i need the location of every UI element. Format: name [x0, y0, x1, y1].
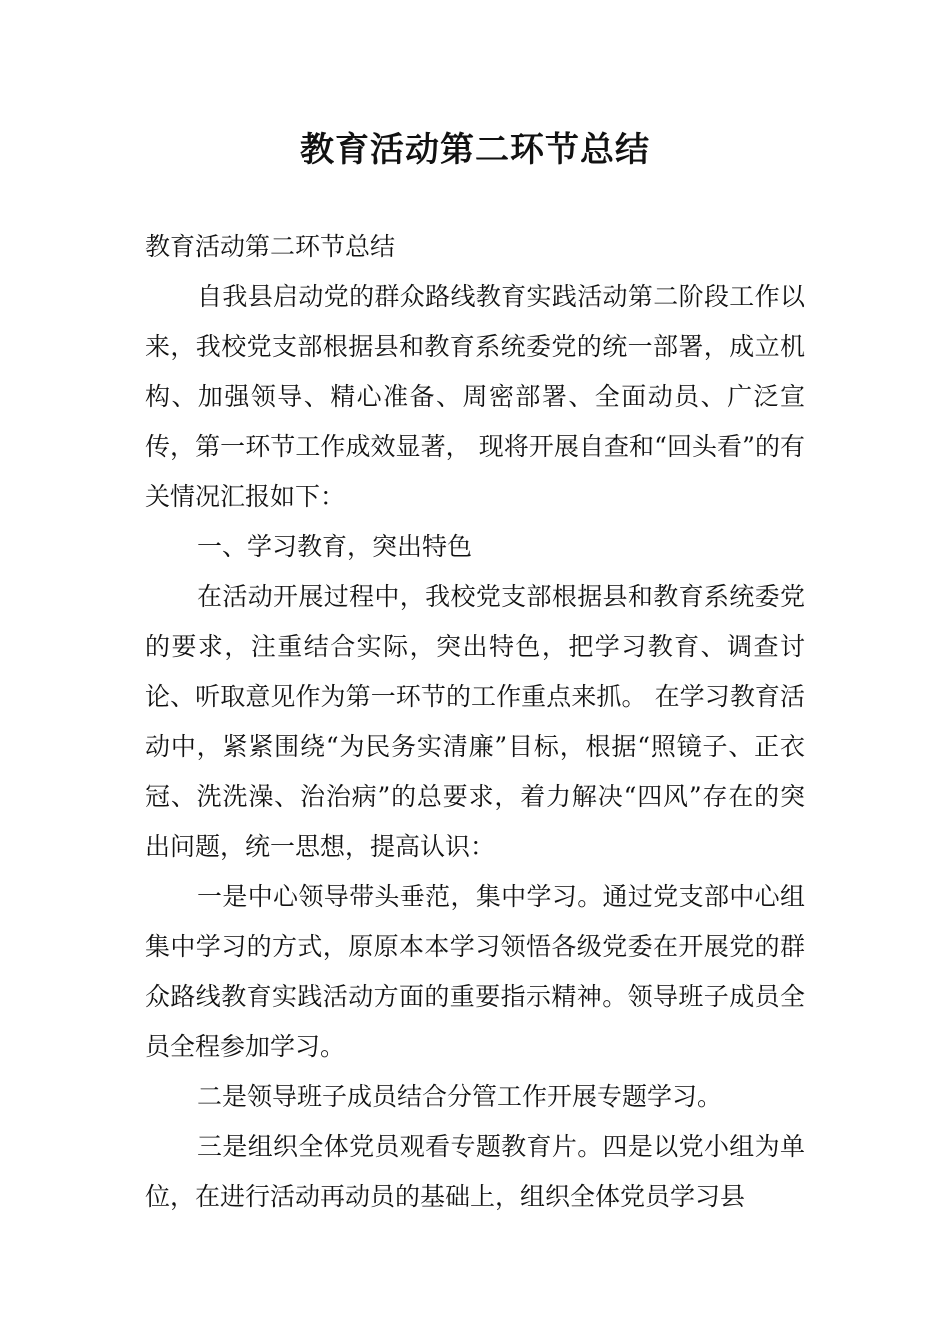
section-heading: 一、学习教育，突出特色: [197, 532, 473, 561]
body-paragraph: 在活动开展过程中，我校党支部根据县和教育系统委党的要求，注重结合实际，突出特色，把学习教育、调查讨论、听取意见作为第一环节的工作重点来抓。 在学习教育活动中，紧紧围绕“为民务实清廉”目标，根据“照镜子、正衣冠、洗洗澡、治治病”的总要求，着力解决“四风”存在的突出问题，统一思想，提高认识：: [145, 582, 805, 861]
body-paragraph: 一是中心领导带头垂范，集中学习。通过党支部中心组集中学习的方式，原原本本学习领悟各级党委在开展党的群 众路线教育实践活动方面的重要指示精神。领导班子成员全员全程参加学习。: [145, 882, 805, 1061]
subtitle-paragraph: 教育活动第二环节总结: [145, 232, 396, 261]
document-title: 教育活动第二环节总结: [300, 130, 650, 170]
body-paragraph: 二是领导班子成员结合分管工作开展专题学习。: [197, 1082, 723, 1111]
document-body: [145, 222, 805, 1222]
body-paragraph: 三是组织全体党员观看专题教育片。四是以党小组为单位，在进行活动再动员的基础上，组织全体党员学习县: [145, 1132, 805, 1211]
intro-paragraph: 自我县启动党的群众路线教育实践活动第二阶段工作以来，我校党支部根据县和教育系统委党的统一部署，成立机构、加强领导、精心准备、周密部署、全面动员、广泛宣传，第一环节工作成效显著， 现将开展自查和“回头看”的有关情况汇报如下：: [145, 282, 805, 511]
